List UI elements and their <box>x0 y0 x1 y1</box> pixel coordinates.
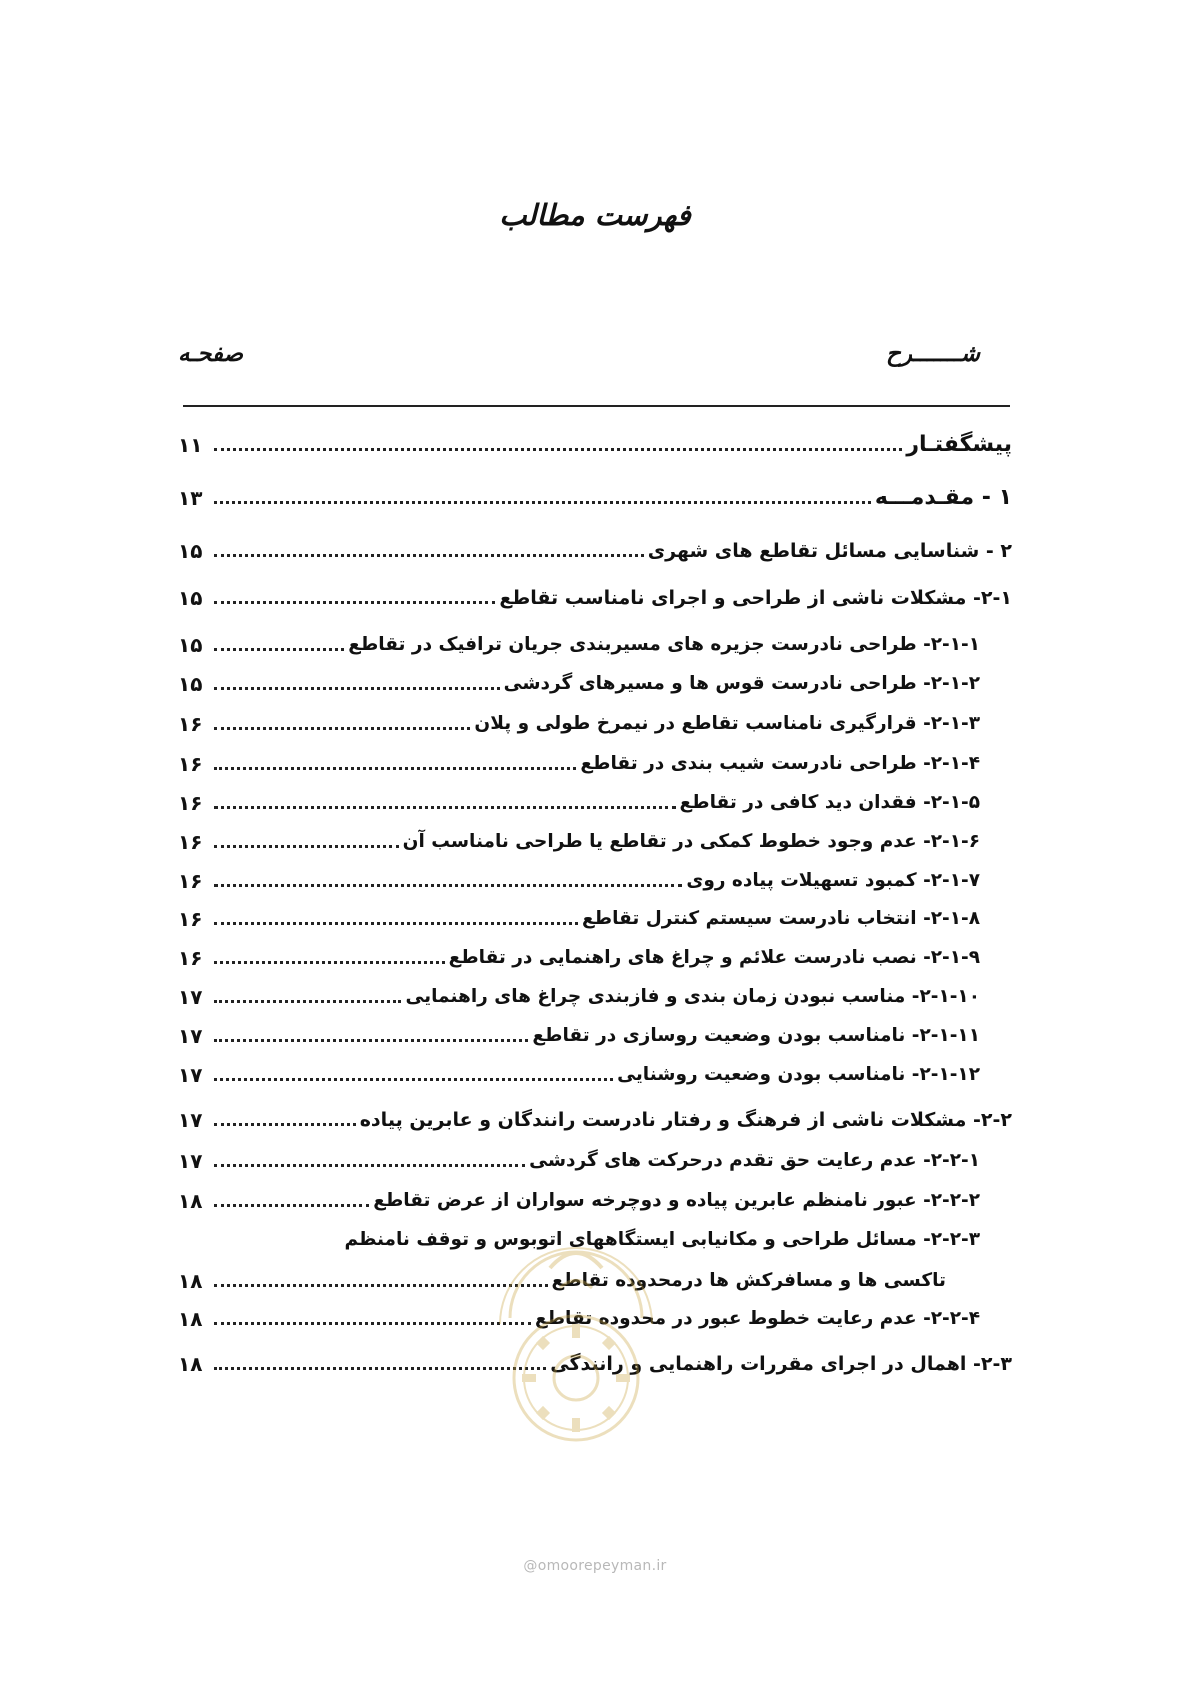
dot-leader <box>214 727 470 730</box>
toc-entry-2-2 <box>178 1101 1012 1135</box>
toc-page-number: ۱۳ <box>178 486 203 510</box>
toc-entry-2-1 <box>178 579 1012 613</box>
toc-page-number: ۱۶ <box>178 946 203 970</box>
toc-page-number: ۱۷ <box>178 1149 203 1173</box>
toc-page-number: ۱۵ <box>178 633 203 657</box>
toc-page-number: ۱۶ <box>178 907 203 931</box>
toc-entry-title: ۲-۳- اهمال در اجرای مقررات راهنمایی و رانندگی <box>550 1353 1012 1375</box>
toc-entry-title: ۲-۲-۴- عدم رعایت خطوط عبور در محدوده تقاطع <box>534 1308 980 1329</box>
toc-entry-2-2-1 <box>178 1142 980 1176</box>
toc-entry-2-1-2 <box>178 665 980 699</box>
toc-entry-title: ۲-۱-۵- فقدان دید کافی در تقاطع <box>679 792 980 813</box>
description-column-header: شـــــــرح <box>886 340 980 367</box>
toc-page-number: ۱۵ <box>178 672 203 696</box>
dot-leader <box>214 1204 369 1207</box>
toc-entry-2-1-4 <box>178 745 980 779</box>
toc-entry-title: ۲-۱-۳- قرارگیری نامناسب تقاطع در نیمرخ طولی و پلان <box>474 713 980 734</box>
toc-page-number: ۱۸ <box>178 1189 203 1213</box>
toc-entry-title: ۲-۱- مشکلات ناشی از طراحی و اجرای نامناسب تقاطع <box>499 587 1012 609</box>
toc-entry-2-1-6 <box>178 823 980 857</box>
dot-leader <box>214 1039 528 1042</box>
toc-page-number: ۱۷ <box>178 1063 203 1087</box>
toc-entry-2-1-10 <box>178 978 980 1012</box>
toc-page-number: ۱۷ <box>178 1108 203 1132</box>
toc-page-number: ۱۶ <box>178 830 203 854</box>
toc-entry-title: تاکسی ها و مسافرکش ها درمحدوده تقاطع <box>551 1270 946 1291</box>
toc-page-number: ۱۱ <box>178 433 203 457</box>
dot-leader <box>214 554 644 557</box>
toc-entry-introduction <box>178 479 1012 513</box>
dot-leader <box>214 1000 401 1003</box>
toc-entry-title: ۲-۱-۷- کمبود تسهیلات پیاده روی <box>686 870 980 891</box>
toc-entry-title: ۲-۲- مشکلات ناشی از فرهنگ و رفتار نادرست رانندگان و عابرین پیاده <box>359 1109 1012 1131</box>
toc-entry-2-1-5 <box>178 784 980 818</box>
dot-leader <box>214 767 576 770</box>
dot-leader <box>214 845 399 848</box>
page-title: فهرست مطالب <box>499 198 691 232</box>
dot-leader <box>214 648 344 651</box>
page-column-header: صفحـه <box>178 340 244 367</box>
toc-page-number: ۱۷ <box>178 1024 203 1048</box>
dot-leader <box>214 961 445 964</box>
toc-entry-title: ۲-۱-۲- طراحی نادرست قوس ها و مسیرهای گردشی <box>503 673 980 694</box>
toc-entry-chapter-2 <box>178 532 1012 566</box>
toc-entry-2-1-11 <box>178 1017 980 1051</box>
dot-leader <box>214 806 676 809</box>
dot-leader <box>214 884 682 887</box>
toc-entry-2-1-7 <box>178 862 980 896</box>
toc-page-number: ۱۶ <box>178 791 203 815</box>
toc-entry-title: ۲-۱-۱۰- مناسب نبودن زمان بندی و فازبندی چراغ های راهنمایی <box>405 986 980 1007</box>
toc-page-number: ۱۷ <box>178 985 203 1009</box>
toc-entry-2-1-3 <box>178 705 980 739</box>
watermark-url: @omoorepeyman.ir <box>523 1558 667 1574</box>
toc-entry-title: ۲-۱-۱- طراحی نادرست جزیره های مسیربندی جریان ترافیک در تقاطع <box>348 634 980 655</box>
toc-entry-title: ۱ - مقـدمـــه <box>874 485 1012 510</box>
toc-entry-title: ۲-۲-۳- مسائل طراحی و مکانیابی ایستگاههای اتوبوس و توقف نامنظم <box>344 1229 980 1250</box>
toc-page-number: ۱۸ <box>178 1352 203 1376</box>
toc-page-number: ۱۵ <box>178 539 203 563</box>
toc-page-number: ۱۶ <box>178 869 203 893</box>
toc-entry-title: ۲-۲-۱- عدم رعایت حق تقدم درحرکت های گردشی <box>529 1150 980 1171</box>
dot-leader <box>214 601 495 604</box>
toc-entry-title: پیشگفتـار <box>906 432 1012 457</box>
dot-leader <box>214 448 902 451</box>
toc-entry-2-2-2 <box>178 1182 980 1216</box>
toc-entry-2-1-12 <box>178 1056 980 1090</box>
toc-entry-2-1-1 <box>178 626 980 660</box>
toc-entry-title: ۲-۱-۸- انتخاب نادرست سیستم کنترل تقاطع <box>582 908 980 929</box>
dot-leader <box>214 1078 613 1081</box>
toc-entry-2-1-8 <box>178 900 980 934</box>
dot-leader <box>214 1164 525 1167</box>
toc-entry-title: ۲-۱-۴- طراحی نادرست شیب بندی در تقاطع <box>580 753 980 774</box>
toc-page-number: ۱۸ <box>178 1269 203 1293</box>
toc-entry-preface <box>178 426 1012 460</box>
dot-leader <box>214 501 871 504</box>
toc-entry-title: ۲ - شناسایی مسائل تقاطع های شهری <box>647 540 1012 562</box>
toc-entry-title: ۲-۱-۶- عدم وجود خطوط کمکی در تقاطع یا طراحی نامناسب آن <box>402 831 980 852</box>
toc-page-number: ۱۶ <box>178 712 203 736</box>
dot-leader <box>214 1123 356 1126</box>
toc-page-number: ۱۸ <box>178 1307 203 1331</box>
toc-page-number: ۱۵ <box>178 586 203 610</box>
dot-leader <box>214 1322 531 1325</box>
dot-leader <box>214 922 578 925</box>
toc-entry-title: ۲-۱-۱۱- نامناسب بودن وضعیت روسازی در تقاطع <box>532 1025 980 1046</box>
toc-entry-2-1-9 <box>178 939 980 973</box>
publisher-seal-watermark <box>490 1228 662 1454</box>
toc-page-number: ۱۶ <box>178 752 203 776</box>
dot-leader <box>214 687 500 690</box>
toc-entry-title: ۲-۲-۲- عبور نامنظم عابرین پیاده و دوچرخه سواران از عرض تقاطع <box>373 1190 980 1211</box>
toc-entry-title: ۲-۱-۱۲- نامناسب بودن وضعیت روشنایی <box>617 1064 980 1085</box>
toc-entry-title: ۲-۱-۹- نصب نادرست علائم و چراغ های راهنمایی در تقاطع <box>448 947 980 968</box>
